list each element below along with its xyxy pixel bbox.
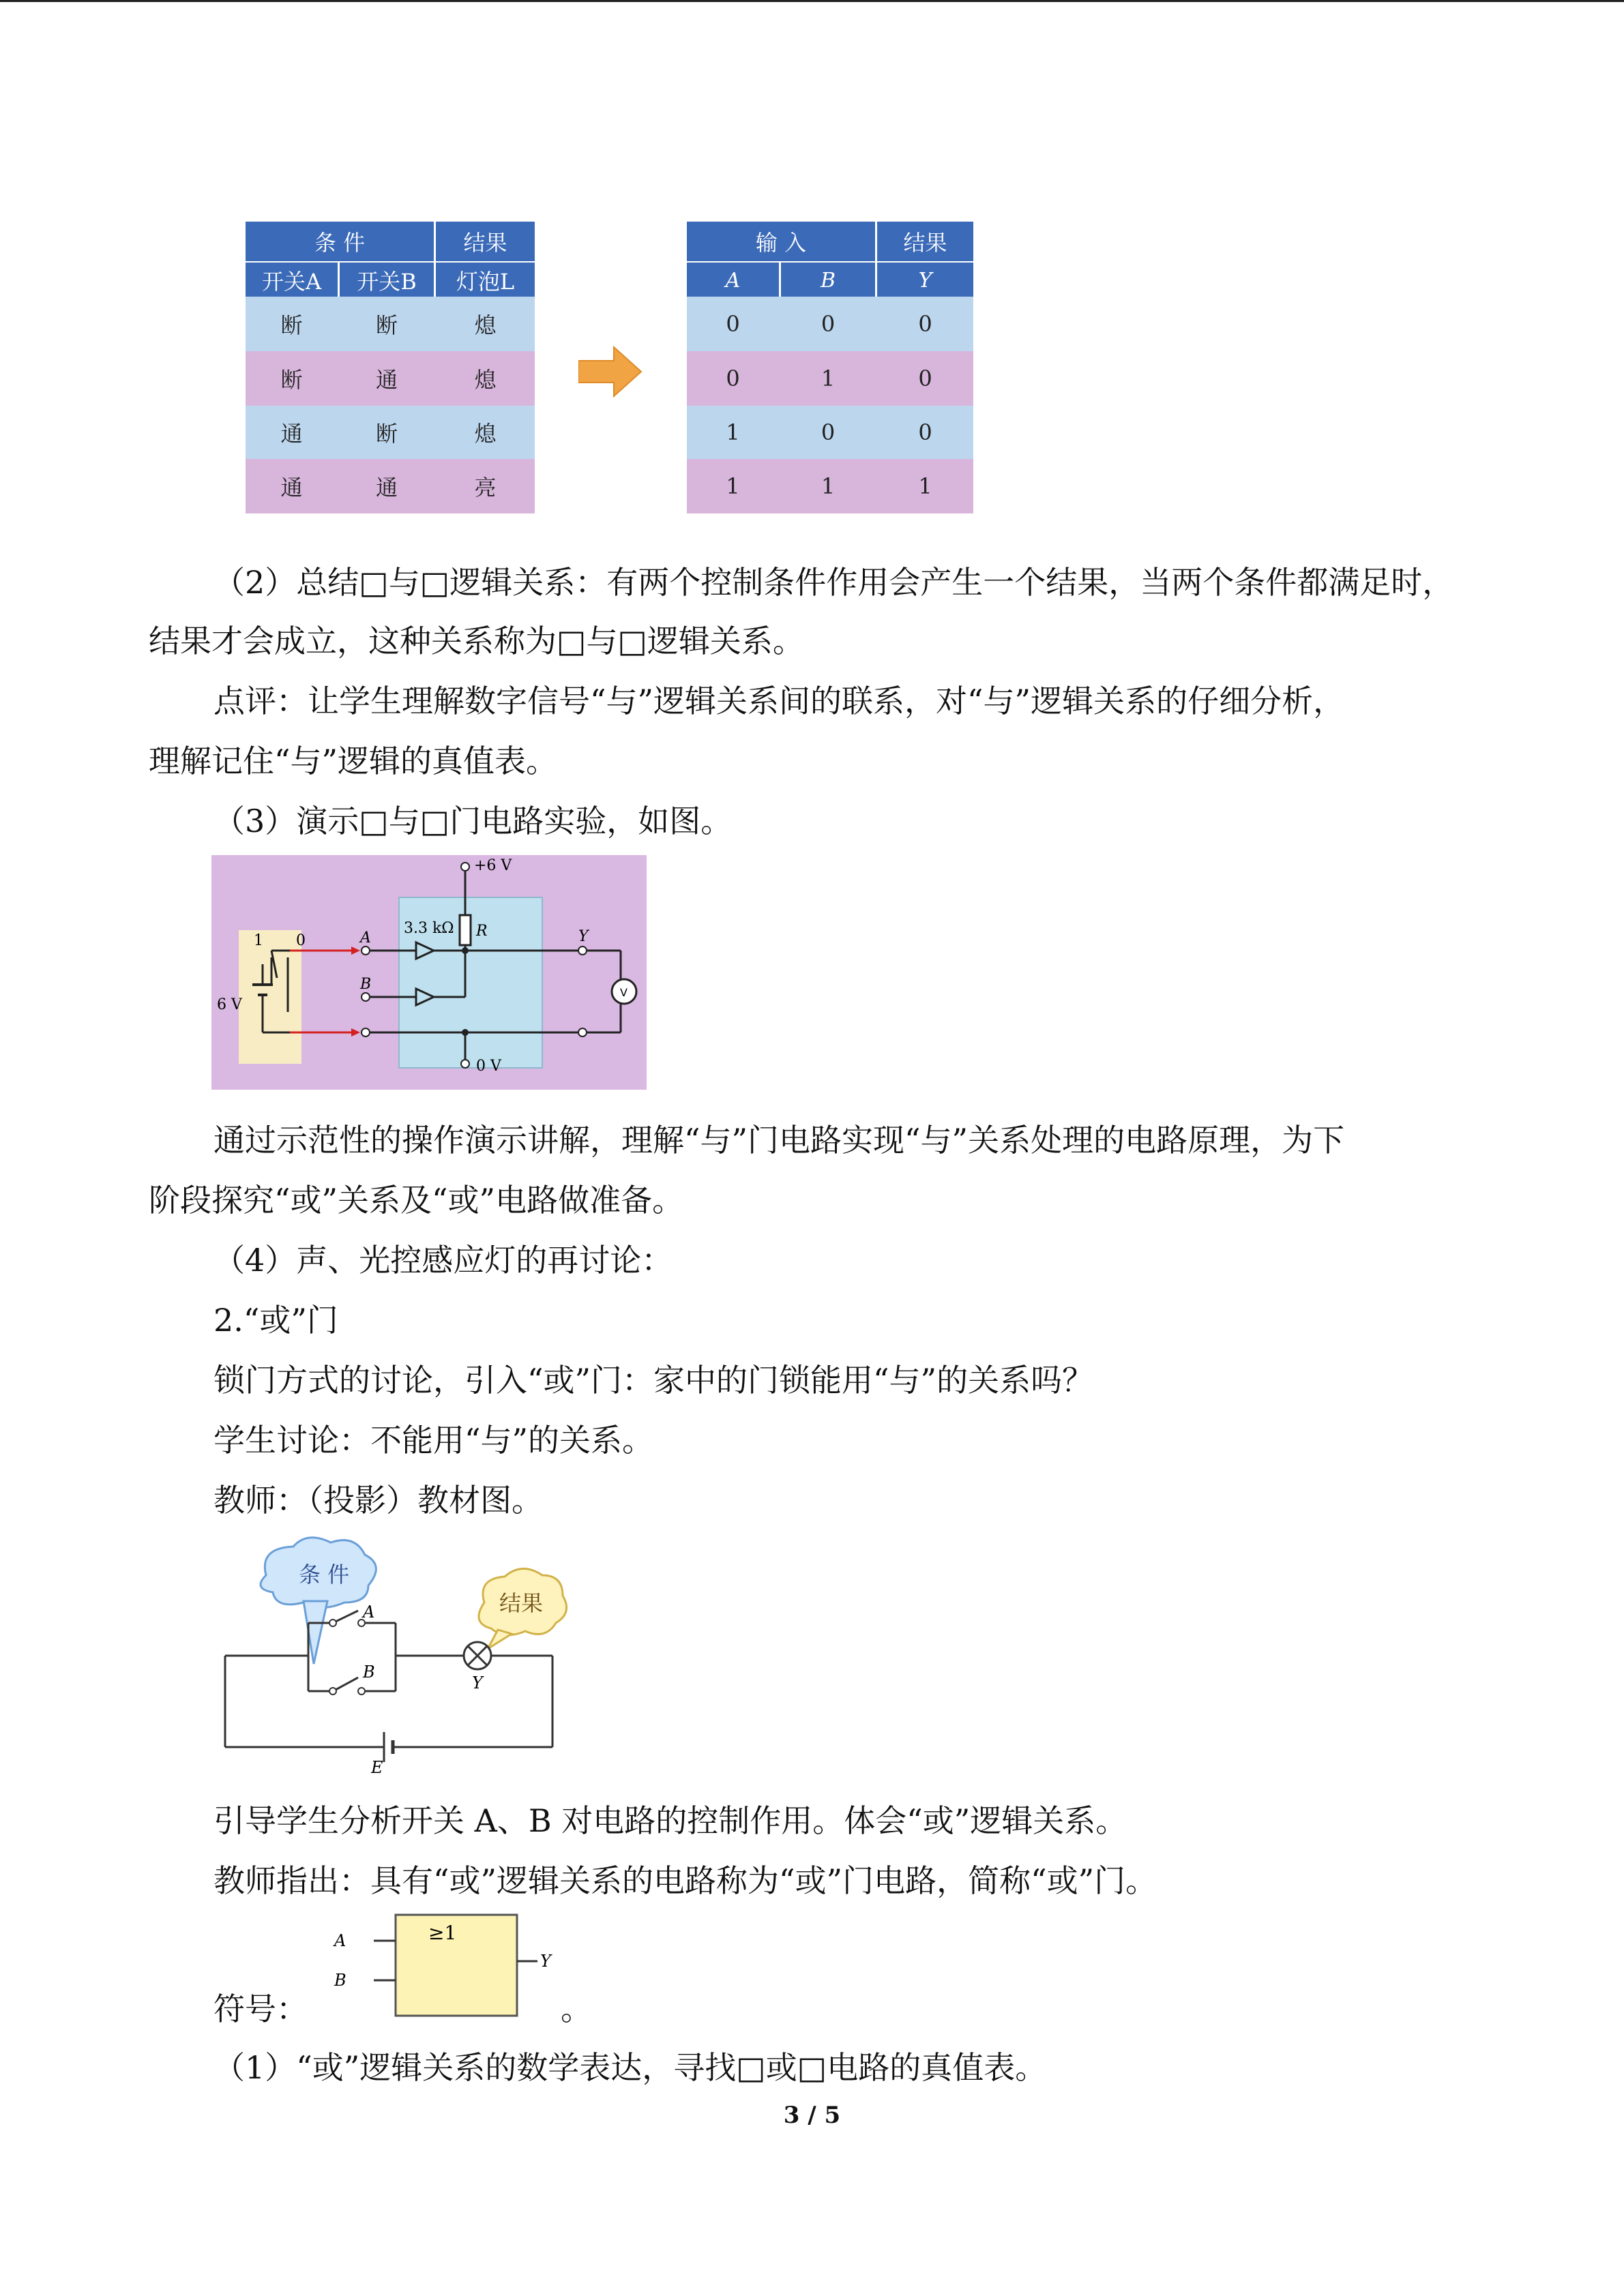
table-cell: 0: [726, 366, 740, 391]
or-output-y-label: Y: [540, 1952, 551, 1971]
paragraph-discussion: （4）声、光控感应灯的再讨论：: [213, 1242, 673, 1279]
paragraph-analysis: 引导学生分析开关 A、B 对电路的控制作用。体会“或”逻辑关系。: [213, 1802, 1127, 1839]
table-cell: 1: [821, 473, 836, 499]
paragraph-lock: 锁门方式的讨论，引入“或”门：家中的门锁能用“与”的关系吗？: [213, 1362, 1094, 1399]
paragraph-explanation-line1: 通过示范性的操作演示讲解，理解“与”门电路实现“与”关系处理的电路原理，为下: [213, 1122, 1345, 1159]
table-cell: 0: [918, 311, 932, 337]
paragraph-definition: 教师指出：具有“或”逻辑关系的电路称为“或”门电路，简称“或”门。: [213, 1862, 1157, 1899]
header-bulb-l: 灯泡L: [436, 261, 535, 298]
paragraph-demo: （3）演示□与□门电路实验，如图。: [213, 803, 733, 839]
voltmeter-icon: V: [620, 986, 628, 999]
ground-label: 0 V: [476, 1058, 501, 1075]
table-cell: 0: [821, 311, 836, 337]
paragraph-explanation-line2: 阶段探究“或”关系及“或”电路做准备。: [149, 1182, 684, 1219]
header-y: Y: [877, 261, 973, 298]
or-gate-symbol: [321, 1909, 566, 2025]
table-cell: 通: [280, 475, 303, 501]
or-circuit-diagram: [218, 1527, 573, 1780]
table-cell: 熄: [474, 312, 497, 338]
paragraph-summary-line1: （2）总结□与□逻辑关系：有两个控制条件作用会产生一个结果，当两个条件都满足时，: [213, 564, 1454, 601]
header-conditions: 条 件: [246, 222, 436, 261]
switch-0-label: 0: [296, 932, 306, 949]
and-gate-circuit-diagram: [211, 855, 647, 1090]
header-b: B: [781, 261, 877, 298]
header-result: 结果: [877, 222, 973, 261]
header-a: A: [687, 261, 781, 298]
table-cell: 断: [375, 312, 398, 338]
header-switch-b: 开关B: [340, 261, 436, 298]
table-cell: 通: [280, 421, 303, 447]
condition-table: [246, 222, 535, 513]
table-cell: 1: [726, 473, 740, 499]
table-cell: 1: [918, 473, 932, 499]
condition-bubble-label: 条 件: [299, 1562, 350, 1587]
header-switch-a: 开关A: [246, 261, 340, 298]
switch-a-label: A: [363, 1602, 375, 1622]
section-heading-or-gate: 2.“或”门: [213, 1302, 338, 1339]
table-cell: 通: [375, 475, 398, 501]
table-cell: 0: [726, 311, 740, 337]
symbol-period: 。: [561, 1991, 592, 2027]
lamp-y-label: Y: [472, 1673, 483, 1693]
or-input-a-label: A: [334, 1931, 346, 1950]
symbol-label: 符号：: [213, 1991, 308, 2027]
paragraph-summary-line2: 结果才会成立，这种关系称为□与□逻辑关系。: [149, 623, 804, 659]
table-cell: 通: [375, 367, 398, 393]
page-number: 3 / 5: [783, 2102, 841, 2129]
header-inputs: 输 入: [687, 222, 877, 261]
table-cell: 亮: [474, 475, 497, 501]
paragraph-student: 学生讨论：不能用“与”的关系。: [213, 1422, 654, 1459]
input-a-label: A: [360, 929, 371, 946]
paragraph-or-truth: （1）“或”逻辑关系的数学表达，寻找□或□电路的真值表。: [213, 2049, 1047, 2086]
table-cell: 0: [821, 419, 836, 445]
table-cell: 1: [726, 419, 740, 445]
vplus-label: +6 V: [474, 857, 512, 874]
output-y-label: Y: [578, 928, 589, 945]
table-cell: 断: [280, 367, 303, 393]
table-cell: 1: [821, 366, 836, 391]
paragraph-comment-line2: 理解记住“与”逻辑的真值表。: [149, 743, 558, 779]
paragraph-teacher: 教师：（投影）教材图。: [213, 1482, 543, 1519]
or-gate-ge1-label: ≥1: [428, 1922, 457, 1944]
table-cell: 熄: [474, 367, 497, 393]
truth-table: [687, 222, 973, 513]
switch-1-label: 1: [254, 932, 263, 949]
table-cell: 断: [375, 421, 398, 447]
or-input-b-label: B: [334, 1971, 346, 1990]
right-arrow-icon: [578, 344, 643, 399]
resistor-r-label: R: [476, 923, 488, 940]
table-cell: 熄: [474, 421, 497, 447]
battery-voltage-label: 6 V: [217, 996, 242, 1013]
battery-e-label: E: [371, 1758, 383, 1777]
table-cell: 断: [280, 312, 303, 338]
table-cell: 0: [918, 366, 932, 391]
result-bubble-label: 结果: [499, 1590, 544, 1616]
resistor-value-label: 3.3 kΩ: [404, 920, 454, 937]
top-rule: [0, 0, 1624, 2]
paragraph-comment-line1: 点评：让学生理解数字信号“与”逻辑关系间的联系，对“与”逻辑关系的仔细分析，: [213, 683, 1345, 719]
switch-b-label: B: [363, 1663, 375, 1682]
input-b-label: B: [360, 976, 372, 993]
header-result: 结果: [436, 222, 535, 261]
table-cell: 0: [918, 419, 932, 445]
